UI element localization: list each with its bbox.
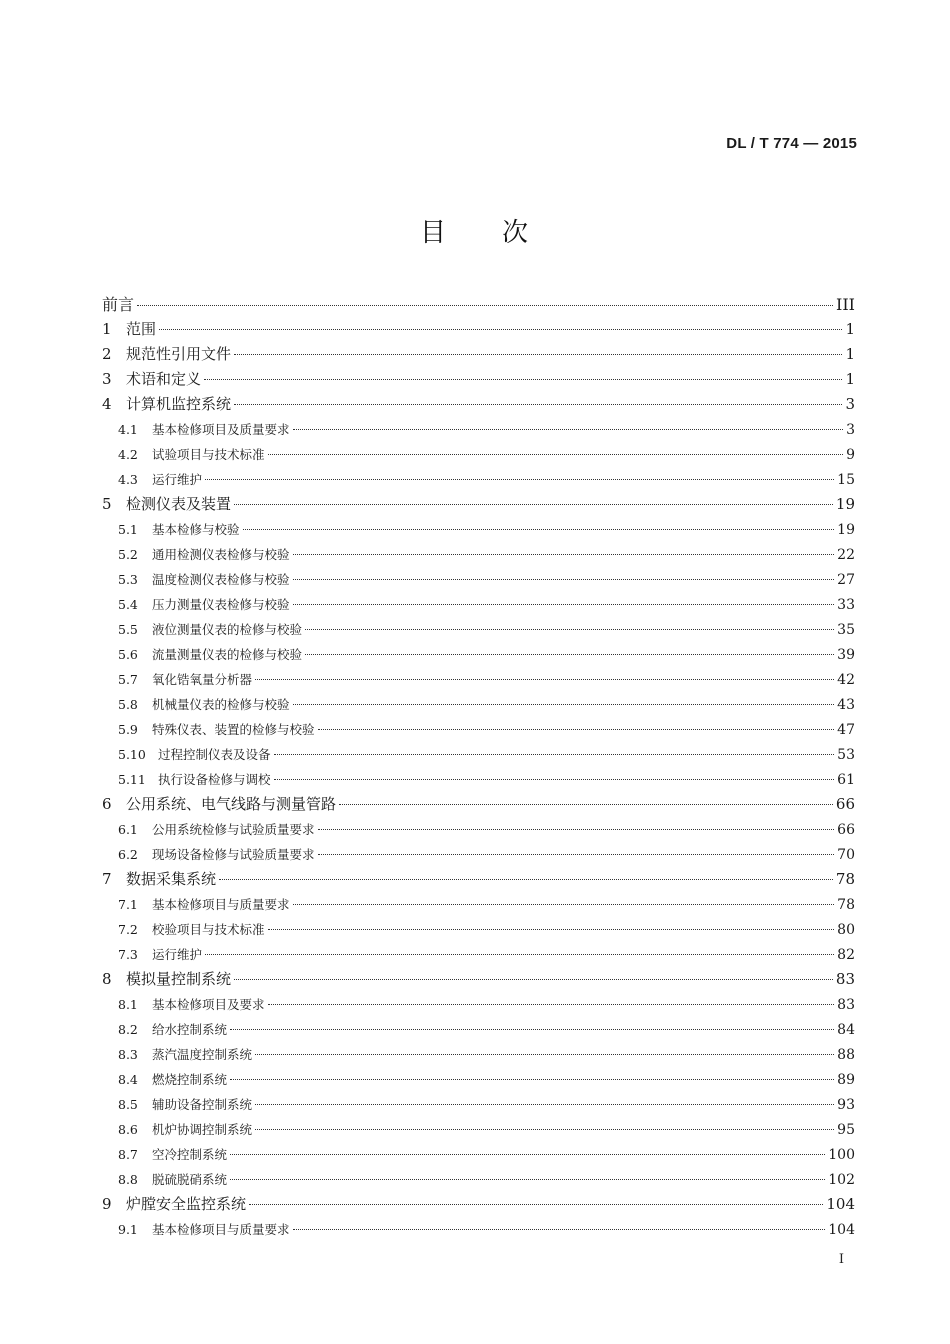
toc-entry-number: 5.8 bbox=[118, 697, 138, 712]
toc-dot-leader bbox=[305, 654, 834, 655]
toc-entry-page: 66 bbox=[837, 822, 855, 838]
toc-chapter-entry[interactable] bbox=[102, 342, 855, 367]
toc-subsection-entry[interactable] bbox=[102, 592, 855, 617]
page-title-char-2: 次 bbox=[502, 218, 531, 248]
toc-subsection-entry[interactable] bbox=[102, 892, 855, 917]
toc-dot-leader bbox=[305, 629, 834, 630]
toc-entry-number: 5.2 bbox=[118, 547, 138, 562]
toc-entry-title: 温度检测仪表检修与校验 bbox=[152, 572, 290, 587]
page-title-char-1: 目 bbox=[419, 218, 448, 248]
toc-subsection-entry[interactable] bbox=[102, 1042, 855, 1067]
toc-entry-number: 5.3 bbox=[118, 572, 138, 587]
toc-entry-number: 5.1 bbox=[118, 522, 138, 537]
toc-subsection-entry[interactable] bbox=[102, 1067, 855, 1092]
toc-entry-title: 检测仪表及装置 bbox=[126, 495, 232, 513]
toc-chapter-entry[interactable] bbox=[102, 867, 855, 892]
toc-entry-number: 6.1 bbox=[118, 822, 138, 837]
toc-dot-leader bbox=[234, 404, 842, 405]
toc-entry-number: 7 bbox=[102, 870, 112, 888]
toc-entry-number: 2 bbox=[102, 345, 112, 363]
toc-subsection-entry[interactable] bbox=[102, 467, 855, 492]
toc-entry-title: 空冷控制系统 bbox=[152, 1147, 228, 1162]
toc-dot-leader bbox=[293, 579, 835, 580]
toc-chapter-entry[interactable] bbox=[102, 492, 855, 517]
toc-entry-page: 104 bbox=[826, 1195, 855, 1213]
toc-dot-leader bbox=[230, 1179, 825, 1180]
toc-entry-page: 53 bbox=[837, 747, 855, 763]
toc-chapter-entry[interactable] bbox=[102, 967, 855, 992]
toc-dot-leader bbox=[219, 879, 833, 880]
toc-subsection-entry[interactable] bbox=[102, 817, 855, 842]
toc-entry-title: 机炉协调控制系统 bbox=[152, 1122, 253, 1137]
toc-subsection-entry[interactable] bbox=[102, 642, 855, 667]
toc-entry-number: 8.1 bbox=[118, 997, 138, 1012]
toc-entry-title: 校验项目与技术标准 bbox=[152, 922, 265, 937]
toc-entry-title: 基本检修项目与质量要求 bbox=[152, 897, 290, 912]
toc-dot-leader bbox=[293, 704, 835, 705]
toc-entry-number: 4 bbox=[102, 395, 112, 413]
toc-entry-title: 前言 bbox=[102, 295, 135, 314]
toc-entry-title: 基本检修项目及要求 bbox=[152, 997, 265, 1012]
toc-dot-leader bbox=[205, 479, 834, 480]
toc-entry-page: 19 bbox=[835, 495, 855, 513]
toc-entry-page: 43 bbox=[837, 697, 855, 713]
toc-entry-title: 运行维护 bbox=[152, 947, 203, 962]
toc-front-entry[interactable] bbox=[102, 292, 855, 317]
toc-entry-number: 8 bbox=[102, 970, 112, 988]
toc-entry-title: 范围 bbox=[126, 320, 157, 338]
toc-subsection-entry[interactable] bbox=[102, 567, 855, 592]
toc-entry-page: 102 bbox=[828, 1172, 855, 1188]
toc-entry-number: 5.9 bbox=[118, 722, 138, 737]
toc-entry-title: 脱硫脱硝系统 bbox=[152, 1172, 228, 1187]
toc-subsection-entry[interactable] bbox=[102, 442, 855, 467]
toc-chapter-entry[interactable] bbox=[102, 367, 855, 392]
toc-entry-title: 给水控制系统 bbox=[152, 1022, 228, 1037]
toc-entry-page: 93 bbox=[837, 1097, 855, 1113]
toc-entry-number: 5.4 bbox=[118, 597, 138, 612]
toc-entry-page: 78 bbox=[837, 897, 855, 913]
toc-entry-page: 27 bbox=[837, 572, 855, 588]
toc-dot-leader bbox=[293, 554, 835, 555]
toc-dot-leader bbox=[318, 854, 835, 855]
toc-entry-page: 3 bbox=[845, 395, 855, 413]
toc-entry-page: 82 bbox=[837, 947, 855, 963]
toc-entry-number: 9 bbox=[102, 1195, 112, 1213]
toc-dot-leader bbox=[234, 504, 833, 505]
toc-subsection-entry[interactable] bbox=[102, 617, 855, 642]
toc-dot-leader bbox=[255, 1054, 834, 1055]
toc-entry-number: 5.6 bbox=[118, 647, 138, 662]
toc-dot-leader bbox=[249, 1204, 823, 1205]
toc-dot-leader bbox=[234, 979, 833, 980]
toc-entry-title: 流量测量仪表的检修与校验 bbox=[152, 647, 303, 662]
toc-entry-number: 8.6 bbox=[118, 1122, 138, 1137]
toc-entry-page: 78 bbox=[835, 870, 855, 888]
toc-dot-leader bbox=[268, 929, 835, 930]
toc-dot-leader bbox=[159, 329, 842, 330]
toc-subsection-entry[interactable] bbox=[102, 942, 855, 967]
toc-entry-title: 过程控制仪表及设备 bbox=[158, 747, 271, 762]
toc-dot-leader bbox=[255, 1104, 834, 1105]
toc-entry-page: 84 bbox=[837, 1022, 855, 1038]
toc-subsection-entry[interactable] bbox=[102, 1117, 855, 1142]
page-number: I bbox=[838, 1252, 844, 1267]
toc-entry-number: 6.2 bbox=[118, 847, 138, 862]
toc-subsection-entry[interactable] bbox=[102, 842, 855, 867]
toc-entry-title: 蒸汽温度控制系统 bbox=[152, 1047, 253, 1062]
toc-entry-number: 7.3 bbox=[118, 947, 138, 962]
toc-subsection-entry[interactable] bbox=[102, 417, 855, 442]
toc-subsection-entry[interactable] bbox=[102, 692, 855, 717]
table-of-contents bbox=[102, 292, 855, 1242]
toc-entry-page: 100 bbox=[828, 1147, 855, 1163]
toc-entry-page: 83 bbox=[837, 997, 855, 1013]
toc-entry-title: 氧化锆氧量分析器 bbox=[152, 672, 253, 687]
toc-entry-number: 1 bbox=[102, 320, 112, 338]
toc-chapter-entry[interactable] bbox=[102, 792, 855, 817]
toc-dot-leader bbox=[234, 354, 842, 355]
toc-dot-leader bbox=[274, 779, 835, 780]
toc-entry-page: 42 bbox=[837, 672, 855, 688]
toc-subsection-entry[interactable] bbox=[102, 1142, 855, 1167]
toc-entry-title: 机械量仪表的检修与校验 bbox=[152, 697, 290, 712]
toc-subsection-entry[interactable] bbox=[102, 717, 855, 742]
toc-entry-title: 基本检修与校验 bbox=[152, 522, 240, 537]
toc-entry-page: 104 bbox=[828, 1222, 855, 1238]
toc-dot-leader bbox=[339, 804, 833, 805]
toc-subsection-entry[interactable] bbox=[102, 542, 855, 567]
toc-entry-title: 辅助设备控制系统 bbox=[152, 1097, 253, 1112]
toc-dot-leader bbox=[243, 529, 835, 530]
toc-dot-leader bbox=[204, 379, 842, 380]
toc-entry-title: 基本检修项目及质量要求 bbox=[152, 422, 290, 437]
toc-dot-leader bbox=[318, 729, 835, 730]
toc-entry-page: 70 bbox=[837, 847, 855, 863]
toc-entry-page: 39 bbox=[837, 647, 855, 663]
toc-dot-leader bbox=[293, 1229, 826, 1230]
toc-dot-leader bbox=[205, 954, 834, 955]
toc-chapter-entry[interactable] bbox=[102, 1192, 855, 1217]
toc-entry-title: 规范性引用文件 bbox=[126, 345, 232, 363]
toc-chapter-entry[interactable] bbox=[102, 317, 855, 342]
toc-entry-title: 燃烧控制系统 bbox=[152, 1072, 228, 1087]
toc-entry-title: 特殊仪表、装置的检修与校验 bbox=[152, 722, 315, 737]
toc-entry-title: 试验项目与技术标准 bbox=[152, 447, 265, 462]
toc-entry-number: 8.4 bbox=[118, 1072, 138, 1087]
toc-entry-title: 现场设备检修与试验质量要求 bbox=[152, 847, 315, 862]
toc-entry-number: 5.5 bbox=[118, 622, 138, 637]
toc-chapter-entry[interactable] bbox=[102, 392, 855, 417]
toc-dot-leader bbox=[293, 429, 844, 430]
toc-entry-number: 4.2 bbox=[118, 447, 138, 462]
toc-entry-number: 4.1 bbox=[118, 422, 138, 437]
toc-entry-number: 5.10 bbox=[118, 747, 146, 762]
toc-dot-leader bbox=[137, 305, 833, 306]
toc-subsection-entry[interactable] bbox=[102, 1017, 855, 1042]
toc-dot-leader bbox=[230, 1029, 834, 1030]
toc-dot-leader bbox=[293, 604, 835, 605]
toc-entry-title: 模拟量控制系统 bbox=[126, 970, 232, 988]
toc-entry-page: 19 bbox=[837, 522, 855, 538]
toc-entry-number: 9.1 bbox=[118, 1222, 138, 1237]
toc-entry-page: 1 bbox=[845, 345, 855, 363]
toc-dot-leader bbox=[230, 1079, 834, 1080]
toc-entry-page: 1 bbox=[845, 370, 855, 388]
toc-dot-leader bbox=[293, 904, 835, 905]
toc-entry-page: 3 bbox=[846, 422, 855, 438]
page-title bbox=[0, 212, 950, 249]
toc-entry-number: 8.7 bbox=[118, 1147, 138, 1162]
toc-entry-page: III bbox=[836, 295, 855, 314]
toc-entry-page: 33 bbox=[837, 597, 855, 613]
toc-entry-title: 压力测量仪表检修与校验 bbox=[152, 597, 290, 612]
toc-entry-page: 89 bbox=[837, 1072, 855, 1088]
toc-entry-number: 3 bbox=[102, 370, 112, 388]
toc-entry-number: 8.2 bbox=[118, 1022, 138, 1037]
toc-entry-page: 80 bbox=[837, 922, 855, 938]
toc-dot-leader bbox=[268, 1004, 835, 1005]
toc-entry-title: 执行设备检修与调校 bbox=[158, 772, 271, 787]
toc-entry-title: 数据采集系统 bbox=[126, 870, 217, 888]
toc-entry-number: 5.7 bbox=[118, 672, 138, 687]
toc-entry-page: 1 bbox=[845, 320, 855, 338]
toc-dot-leader bbox=[255, 1129, 834, 1130]
toc-entry-title: 炉膛安全监控系统 bbox=[126, 1195, 247, 1213]
toc-entry-number: 8.3 bbox=[118, 1047, 138, 1062]
toc-subsection-entry[interactable] bbox=[102, 1167, 855, 1192]
toc-subsection-entry[interactable] bbox=[102, 517, 855, 542]
toc-dot-leader bbox=[268, 454, 844, 455]
toc-entry-number: 5 bbox=[102, 495, 112, 513]
toc-entry-page: 47 bbox=[837, 722, 855, 738]
toc-subsection-entry[interactable] bbox=[102, 667, 855, 692]
toc-dot-leader bbox=[318, 829, 835, 830]
toc-entry-title: 基本检修项目与质量要求 bbox=[152, 1222, 290, 1237]
toc-entry-page: 35 bbox=[837, 622, 855, 638]
toc-entry-number: 8.8 bbox=[118, 1172, 138, 1187]
toc-dot-leader bbox=[274, 754, 835, 755]
toc-entry-page: 61 bbox=[837, 772, 855, 788]
toc-entry-number: 7.2 bbox=[118, 922, 138, 937]
toc-entry-title: 术语和定义 bbox=[126, 370, 202, 388]
toc-subsection-entry[interactable] bbox=[102, 1217, 855, 1242]
toc-entry-title: 液位测量仪表的检修与校验 bbox=[152, 622, 303, 637]
toc-entry-page: 95 bbox=[837, 1122, 855, 1138]
toc-subsection-entry[interactable] bbox=[102, 767, 855, 792]
toc-entry-number: 6 bbox=[102, 795, 112, 813]
toc-entry-title: 公用系统、电气线路与测量管路 bbox=[126, 795, 337, 813]
toc-entry-number: 7.1 bbox=[118, 897, 138, 912]
toc-entry-number: 8.5 bbox=[118, 1097, 138, 1112]
toc-entry-title: 计算机监控系统 bbox=[126, 395, 232, 413]
toc-entry-number: 4.3 bbox=[118, 472, 138, 487]
toc-subsection-entry[interactable] bbox=[102, 742, 855, 767]
toc-subsection-entry[interactable] bbox=[102, 917, 855, 942]
toc-entry-number: 5.11 bbox=[118, 772, 146, 787]
toc-entry-page: 22 bbox=[837, 547, 855, 563]
toc-entry-page: 9 bbox=[846, 447, 855, 463]
toc-entry-page: 88 bbox=[837, 1047, 855, 1063]
toc-entry-page: 83 bbox=[835, 970, 855, 988]
toc-subsection-entry[interactable] bbox=[102, 1092, 855, 1117]
toc-entry-page: 15 bbox=[837, 472, 855, 488]
toc-entry-title: 通用检测仪表检修与校验 bbox=[152, 547, 290, 562]
toc-entry-page: 66 bbox=[835, 795, 855, 813]
toc-dot-leader bbox=[255, 679, 834, 680]
toc-dot-leader bbox=[230, 1154, 825, 1155]
toc-entry-title: 运行维护 bbox=[152, 472, 203, 487]
toc-entry-title: 公用系统检修与试验质量要求 bbox=[152, 822, 315, 837]
standard-code: DL / T 774 — 2015 bbox=[726, 135, 857, 152]
toc-subsection-entry[interactable] bbox=[102, 992, 855, 1017]
